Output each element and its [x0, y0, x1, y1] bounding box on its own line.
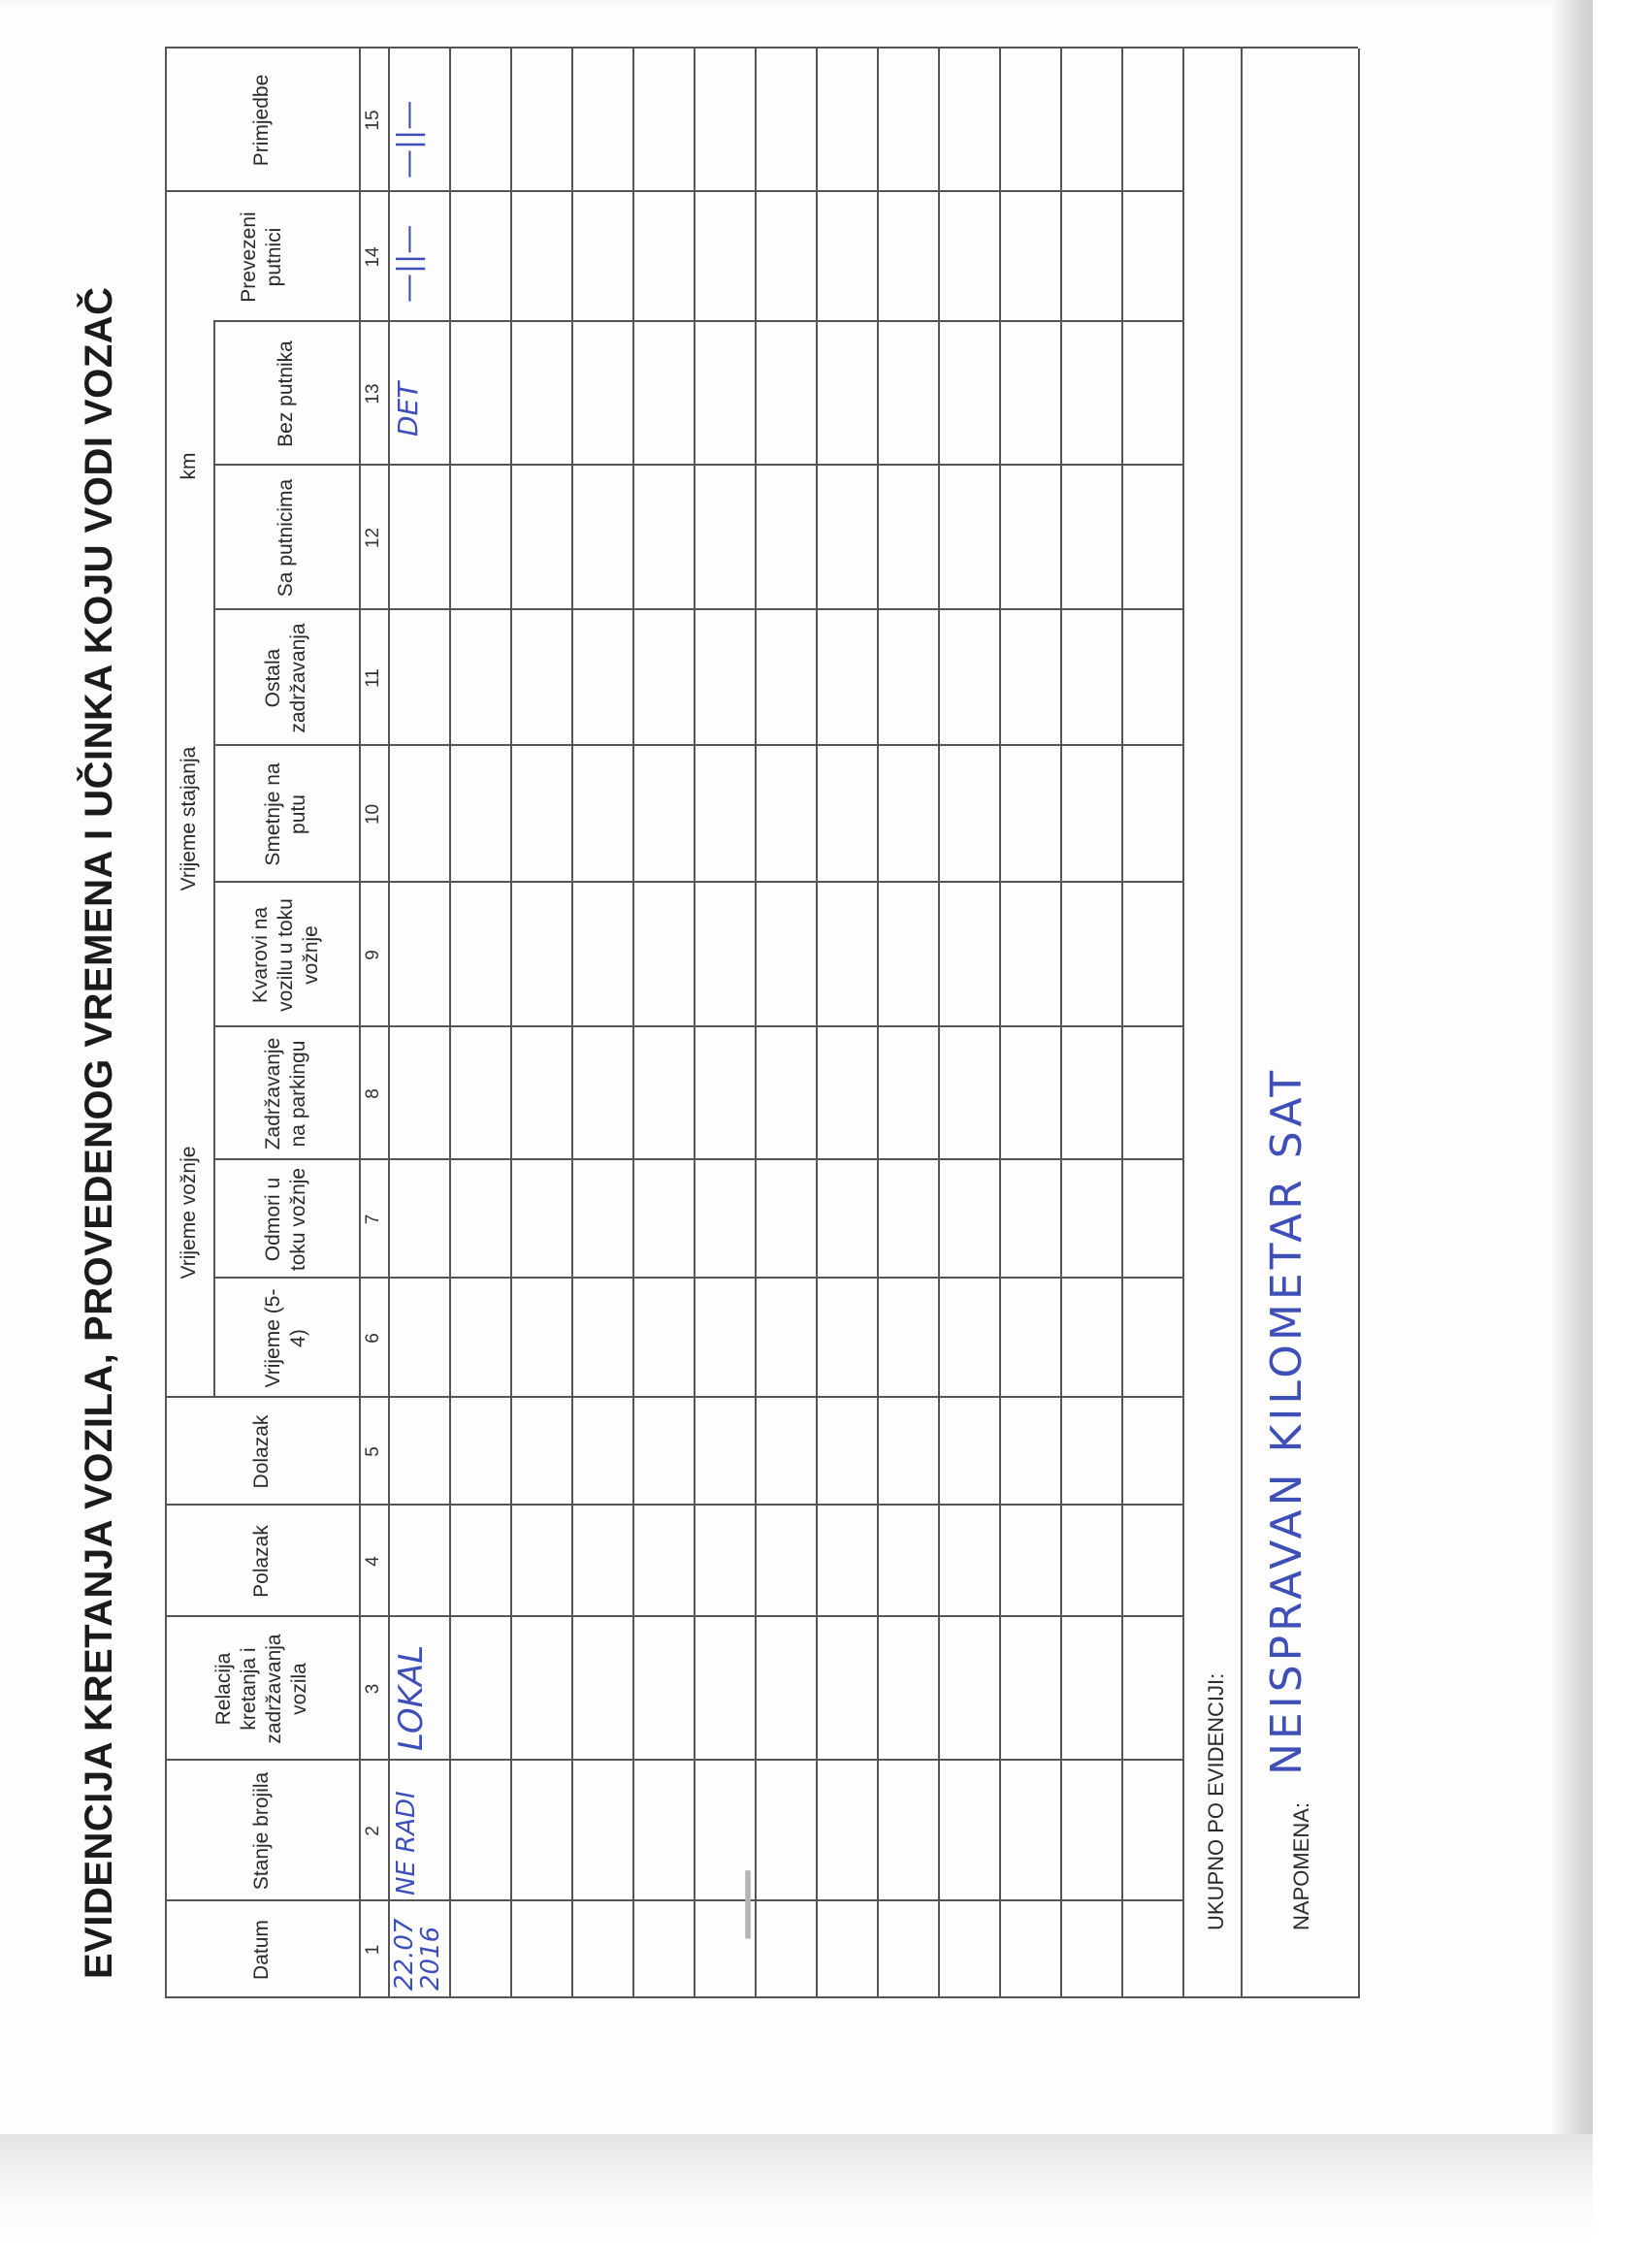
- row-divider: [1182, 49, 1184, 1998]
- column-number-11: 11: [363, 668, 383, 688]
- column-number-7: 7: [363, 1214, 383, 1225]
- entry-bez-putnika: DET: [392, 381, 424, 437]
- table-border-right: [165, 47, 1358, 49]
- row-divider: [1121, 49, 1123, 1998]
- sheet-bottom-shadow: [0, 2134, 1593, 2243]
- column-number-12: 12: [363, 527, 383, 549]
- row-divider: [755, 49, 757, 1998]
- column-divider: [165, 1396, 1182, 1398]
- table-border-bottom: [1358, 49, 1360, 1998]
- group-header-km: km: [177, 452, 200, 480]
- row-divider: [999, 49, 1001, 1998]
- column-header-5: Dolazak: [249, 1414, 273, 1489]
- row-divider: [571, 49, 573, 1998]
- number-row-divider: [388, 49, 390, 1998]
- column-number-13: 13: [363, 383, 383, 405]
- column-header-9: Kvarovi na vozilu u toku vožnje: [248, 898, 323, 1012]
- column-header-8: Zadržavanje na parkingu: [261, 1037, 309, 1150]
- table-border-left: [165, 1996, 1358, 1998]
- row-divider: [938, 49, 940, 1998]
- group-underline-stajanja: [213, 610, 215, 1027]
- group-header-vrijeme-stajanja: Vrijeme stajanja: [177, 746, 200, 891]
- row-divider: [449, 49, 451, 1998]
- column-header-2: Stanje brojila: [249, 1771, 273, 1891]
- row-divider: [694, 49, 695, 1998]
- group-header-vrijeme-voznje: Vrijeme vožnje: [177, 1146, 200, 1280]
- column-number-2: 2: [363, 1826, 383, 1836]
- pencil-mark: |: [736, 1860, 760, 1940]
- log-table: [165, 49, 1445, 1998]
- column-divider: [165, 1504, 1182, 1506]
- group-underline-voznje: [213, 1027, 215, 1398]
- column-header-7: Odmori u toku vožnje: [261, 1167, 309, 1272]
- column-number-3: 3: [363, 1683, 383, 1695]
- column-header-14: Prevezeni putnici: [237, 211, 285, 303]
- entry-prevezeni-putnici: —||—: [392, 224, 426, 303]
- column-header-12: Sa putnicima: [274, 478, 297, 598]
- column-number-4: 4: [363, 1556, 383, 1567]
- column-header-15: Primjedbe: [249, 74, 273, 167]
- column-header-6: Vrijeme (5-4): [261, 1288, 309, 1388]
- napomena-value: NEISPRAVAN KILOMETAR SAT: [1262, 1066, 1311, 1775]
- column-header-13: Bez putnika: [274, 340, 297, 447]
- row-divider: [877, 49, 879, 1998]
- sheet-edge-shadow: [1552, 0, 1593, 2134]
- row-divider: [632, 49, 634, 1998]
- row-divider: [510, 49, 512, 1998]
- column-divider: [165, 1899, 1182, 1901]
- column-number-14: 14: [363, 246, 383, 268]
- column-number-1: 1: [363, 1944, 383, 1956]
- column-number-6: 6: [363, 1333, 383, 1344]
- column-divider: [165, 1759, 1182, 1761]
- column-header-11: Ostala zadržavanja: [261, 623, 309, 733]
- column-header-4: Polazak: [249, 1525, 273, 1598]
- header-divider: [359, 49, 361, 1998]
- napomena-label: NAPOMENA:: [1289, 1801, 1313, 1930]
- vehicle-log-form: [78, 29, 1339, 2047]
- column-header-3: Relacija kretanja i zadržavanja vozila: [211, 1634, 311, 1744]
- ukupno-label: UKUPNO PO EVIDENCIJI:: [1204, 1672, 1228, 1930]
- form-title: EVIDENCIJA KRETANJA VOZILA, PROVEDENOG VREMENA I UČINKA KOJU VODI VOZAČ: [78, 286, 120, 1979]
- column-number-9: 9: [363, 950, 383, 960]
- entry-relacija: LOKAL: [392, 1644, 431, 1751]
- column-number-5: 5: [363, 1446, 383, 1457]
- group-underline-km: [213, 322, 215, 610]
- table-border-top: [165, 49, 167, 1998]
- column-divider: [165, 190, 1182, 192]
- summary-divider: [1241, 49, 1243, 1998]
- column-number-15: 15: [363, 110, 383, 131]
- column-number-8: 8: [363, 1088, 383, 1099]
- column-number-10: 10: [363, 803, 383, 826]
- column-header-1: Datum: [249, 1920, 273, 1980]
- entry-stanje-brojila: NE RADI: [392, 1791, 421, 1895]
- column-divider: [165, 1615, 1182, 1617]
- entry-datum: 22.07 2016: [390, 1918, 446, 1991]
- row-divider: [1060, 49, 1062, 1998]
- entry-primjedbe: —||—: [392, 100, 426, 178]
- row-divider: [816, 49, 818, 1998]
- column-header-10: Smetnje na putu: [261, 762, 309, 866]
